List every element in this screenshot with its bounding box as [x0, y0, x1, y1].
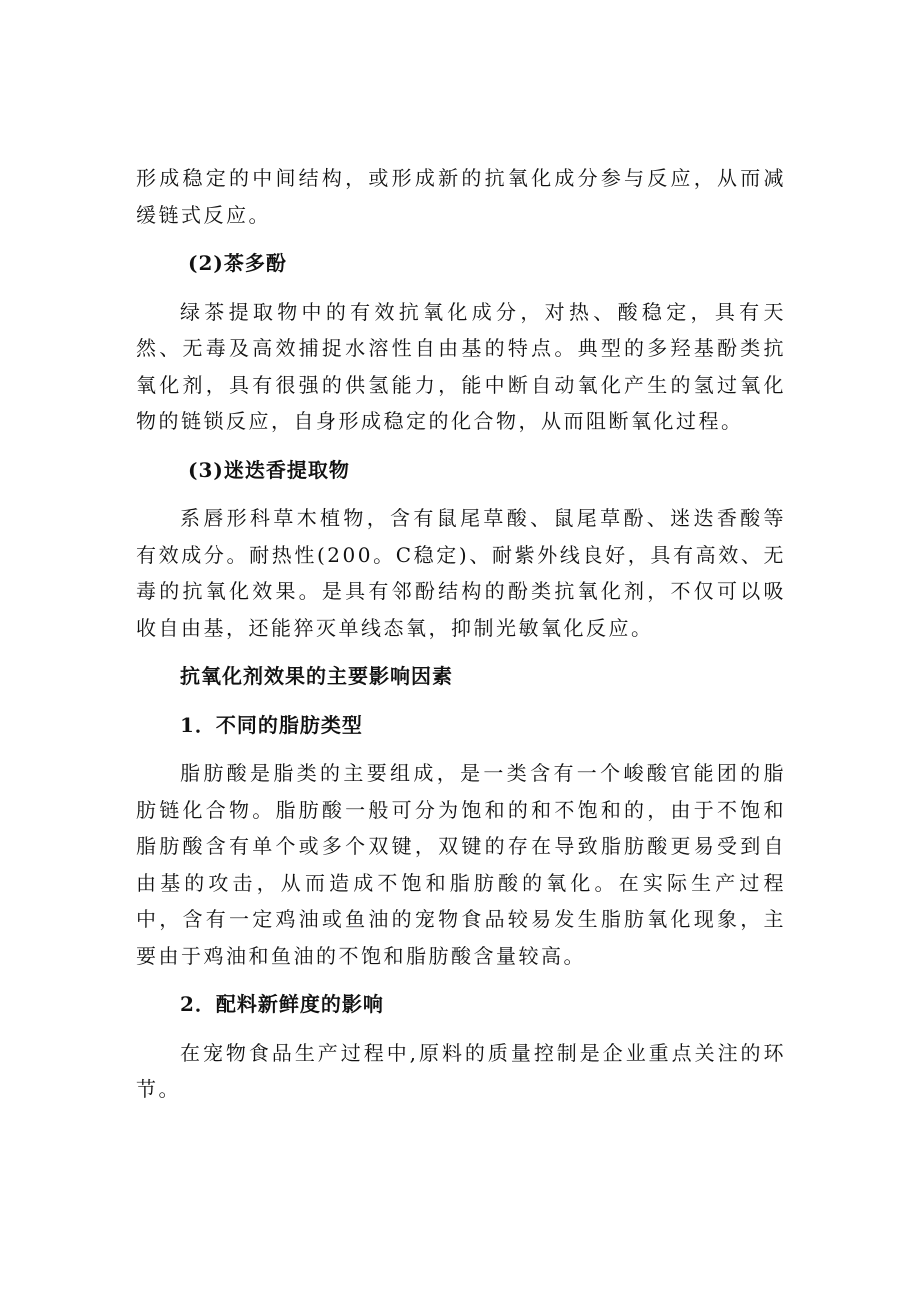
paragraph-tea-polyphenols: 绿茶提取物中的有效抗氧化成分，对热、酸稳定，具有天然、无毒及高效捕捉水溶性自由基的特点。典型的多羟基酚类抗氧化剂，具有很强的供氢能力，能中断自动氧化产生的氢过氧化物的链锁反应，自身形成稳定的化合物，从而阻断氧化过程。	[136, 299, 786, 433]
numbered-heading-fat-types: 1．不同的脂肪类型	[180, 712, 363, 737]
subheading-rosemary-extract: (3)迷迭香提取物	[188, 457, 350, 482]
paragraph-rosemary-extract: 系唇形科草木植物，含有鼠尾草酸、鼠尾草酚、迷迭香酸等有效成分。耐热性(200。C稳定)、耐紫外线良好，具有高效、无毒的抗氧化效果。是具有邻酚结构的酚类抗氧化剂，不仅可以吸收自由基，还能猝灭单线态氧，抑制光敏氧化反应。	[136, 506, 786, 640]
subheading-tea-polyphenols: (2)茶多酚	[188, 251, 287, 275]
paragraph-continued: 形成稳定的中间结构，或形成新的抗氧化成分参与反应，从而减缓链式反应。	[136, 166, 786, 227]
paragraph-fat-types: 脂肪酸是脂类的主要组成，是一类含有一个峻酸官能团的脂肪链化合物。脂肪酸一般可分为饱和的和不饱和的，由于不饱和脂肪酸含有单个或多个双键，双键的存在导致脂肪酸更易受到自由基的攻击，从而造成不饱和脂肪酸的氧化。在实际生产过程中，含有一定鸡油或鱼油的宠物食品较易发生脂肪氧化现象，主要由于鸡油和鱼油的不饱和脂肪酸含量较高。	[136, 761, 786, 968]
section-heading-antioxidant-factors: 抗氧化剂效果的主要影响因素	[180, 664, 453, 688]
paragraph-ingredient-freshness: 在宠物食品生产过程中,原料的质量控制是企业重点关注的环节。	[136, 1040, 786, 1101]
document-body	[136, 160, 786, 1120]
numbered-heading-ingredient-freshness: 2．配料新鲜度的影响	[180, 992, 384, 1016]
